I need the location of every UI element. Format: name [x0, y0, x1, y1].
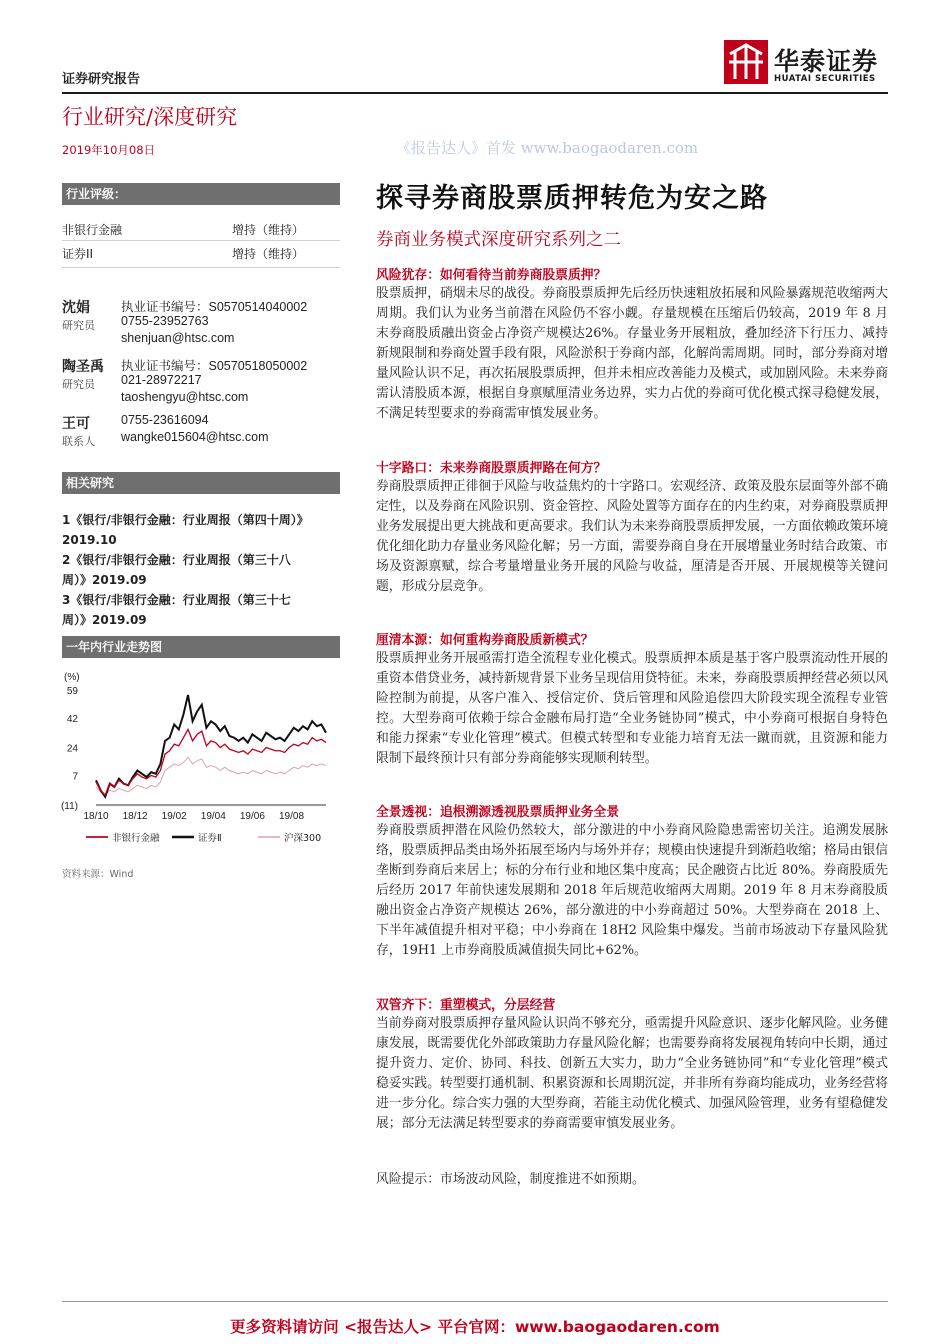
- analyst-phone: 0755-23616094: [121, 413, 209, 427]
- risk-note: 风险提示：市场波动风险，制度推进不如预期。: [376, 1172, 645, 1187]
- watermark-link[interactable]: 《报告达人》首发 www.baogaodaren.com: [396, 139, 699, 157]
- x-tick-label: 19/08: [278, 811, 305, 822]
- industry-trend-chart: [56, 668, 348, 850]
- rating-divider: [62, 267, 340, 268]
- rating-row: [62, 245, 340, 262]
- analyst-email[interactable]: shenjuan@htsc.com: [121, 331, 235, 345]
- related-section-header: 相关研究: [62, 472, 340, 494]
- x-tick-label: 18/10: [83, 811, 109, 822]
- legend-label: 证券Ⅱ: [198, 833, 222, 844]
- analyst-name: 沈娟: [62, 300, 90, 316]
- rating-divider: [62, 240, 340, 241]
- related-item[interactable]: 3《银行/非银行金融：行业周报（第三十七: [62, 593, 291, 607]
- report-subtitle: 券商业务模式深度研究系列之二: [376, 230, 621, 250]
- x-tick-label: 19/02: [161, 811, 187, 822]
- header-rule: [62, 92, 888, 94]
- chart-section-header: 一年内行业走势图: [62, 636, 340, 658]
- chart-source: 资料来源：Wind: [62, 869, 134, 880]
- x-tick-label: 18/12: [122, 811, 148, 822]
- section-title-strategy: 双管齐下：重塑模式，分层经营: [376, 998, 556, 1013]
- analyst-name: 陶圣禹: [62, 359, 104, 375]
- footer-link[interactable]: 更多资料请访问 <报告达人> 平台官网：www.baogaodaren.com: [230, 1318, 720, 1336]
- analyst-license: 执业证书编号：S0570518050002: [121, 359, 308, 373]
- section-body-origin: 股票质押业务开展亟需打造全流程专业化模式。股票质押本质是基于客户股票流动性开展的重资本借贷业务，减持新规背景下业务呈现信用贷特征。未来，券商股票质押经营必须以风险控制为前提，从客户准入、授信定价、贷后管理和风险追偿四大阶段实现全流程专业管控。大型券商可依赖于综合金融布局打造“全业务链协同”模式，中小券商可根据自身特色和能力探索“专业化管理”模式。但模式转型和专业能力培育无法一蹴而就，且资源和能力限制下最终预计只有部分券商能够实现顺利转型。: [376, 651, 888, 766]
- related-item[interactable]: 2《银行/非银行金融：行业周报（第三十八: [62, 553, 291, 567]
- analyst-name: 王可: [62, 416, 90, 432]
- related-list: [62, 510, 348, 630]
- rating-value: 增持（维持）: [232, 223, 305, 237]
- section-body-overview: 券商股票质押潜在风险仍然较大，部分激进的中小券商风险隐患需密切关注。追溯发展脉络，股票质押品类由场外拓展至场内与场外并存；规模由快速提升到渐趋收缩；格局由银信垄断到券商后来居上；标的分布行业和地区集中度高；民企融资占比近 80%。券商股质先后经历 2017 年前快速发展期和 2018 年后规范收缩两大周期。2019 年 8 月末券商股质融出资金占净资产规模达 26%，部分激进的中小券商超过 50%。大型券商在 2018 上、下半年减值提升相对平稳；中小券商在 18H2 风险集中爆发。当前市场波动下存量风险犹存，19H1 上市券商股质减值损失同比+62%。: [376, 823, 888, 958]
- section-title-crossroad: 十字路口：未来券商股票质押路在何方？: [376, 461, 607, 476]
- section-body-risk: 股票质押，硝烟未尽的战役。券商股票质押先后经历快速粗放拓展和风险暴露规范收缩两大周期。我们认为业务当前潜在风险仍不容小觑。存量规模在压缩后仍较高，2019 年 8 月末券商股质融出资金占净资产规模达26%。存量业务开展粗放，叠加经济下行压力、减持新规限制和券商处置手段有限，风险淤积于券商内部，化解尚需周期。同时，部分券商对增量风险认识不足，再次拓展股票质押，但并未相应改善能力及模式，或加剧风险。未来券商需认清股质本源，根据自身禀赋厘清业务边界，实力占优的券商可优化模式探寻稳健发展，不满足转型要求的券商需审慎发展业务。: [376, 286, 888, 421]
- analyst-phone: 021-28972217: [121, 373, 202, 387]
- analyst-email[interactable]: taoshengyu@htsc.com: [121, 390, 249, 404]
- analyst-email[interactable]: wangke015604@htsc.com: [121, 430, 269, 444]
- legend-label: 沪深300: [284, 833, 322, 844]
- related-item: 周）》2019.09: [62, 573, 147, 587]
- logo-cn-text: 华泰证券: [774, 47, 879, 76]
- report-title: 探寻券商股票质押转危为安之路: [376, 183, 768, 214]
- analyst-license: 执业证书编号：S0570514040002: [121, 300, 308, 314]
- report-date: 2019年10月08日: [62, 143, 156, 157]
- analyst-phone: 0755-23952763: [121, 314, 209, 328]
- y-tick-label: 24: [66, 743, 78, 755]
- logo-en-text: HUATAI SECURITIES: [774, 74, 876, 84]
- y-tick-label: (11): [60, 801, 78, 812]
- y-axis-unit: (%): [64, 672, 80, 683]
- x-tick-label: 19/06: [239, 811, 265, 822]
- rating-industry: 证券II: [62, 247, 94, 261]
- section-body-strategy: 当前券商对股票质押存量风险认识尚不够充分，亟需提升风险意识、逐步化解风险。业务健康发展，既需要优化外部政策助力存量风险化解；也需要券商将发展视角转向中长期，通过提升资力、定价、协同、科技、创新五大实力，助力“全业务链协同”和“专业化管理”模式稳妥实践。转型要打通机制、积累资源和长周期沉淀，并非所有券商均能成功，业务经营将进一步分化。综合实力强的大型券商，若能主动优化模式、加强风险管理，业务有望稳健发展；部分无法满足转型要求的券商需要审慎发展业务。: [376, 1016, 888, 1131]
- series-line: [96, 729, 326, 795]
- y-tick-label: 42: [66, 713, 78, 725]
- analyst-role: 联系人: [62, 435, 95, 448]
- rating-value: 增持（维持）: [232, 247, 305, 261]
- analyst-role: 研究员: [62, 378, 95, 391]
- related-item: 2019.10: [62, 533, 117, 547]
- analyst-role: 研究员: [62, 319, 95, 332]
- rating-section-header: 行业评级：: [62, 183, 340, 205]
- legend-label: 非银行金融: [112, 833, 160, 844]
- section-body-crossroad: 券商股票质押正徘徊于风险与收益焦灼的十字路口。宏观经济、政策及股东层面等外部不确定性，以及券商在风险识别、资金管控、风险处置等方面存在的内生约束，对券商股票质押业务发展提出更大挑战和更高要求。我们认为未来券商股票质押发展，一方面依赖政策环境优化细化助力存量业务风险化解；另一方面，需要券商自身在开展增量业务时结合政策、市场及资源禀赋，综合考量增量业务开展的风险与收益，厘清是否开展、开展规模等关键问题，形成分层竞争。: [376, 479, 888, 594]
- footer-rule: [62, 1301, 888, 1302]
- rating-row: [62, 221, 340, 238]
- y-tick-label: 59: [66, 686, 78, 697]
- related-item[interactable]: 1《银行/非银行金融：行业周报（第四十周）》: [62, 513, 309, 527]
- huatai-logo: [724, 40, 890, 88]
- report-type-label: 证券研究报告: [62, 72, 141, 87]
- huatai-logo-icon: [724, 40, 768, 84]
- section-title-overview: 全景透视：追根溯源透视股票质押业务全景: [376, 805, 620, 820]
- y-tick-label: 7: [72, 771, 78, 783]
- section-title-risk: 风险犹存：如何看待当前券商股票质押？: [376, 268, 607, 283]
- report-category: 行业研究/深度研究: [62, 105, 238, 129]
- series-line: [96, 757, 326, 795]
- x-tick-label: 19/04: [200, 811, 226, 822]
- related-item: 周）》2019.09: [62, 613, 147, 627]
- rating-industry: 非银行金融: [62, 223, 123, 237]
- section-title-origin: 厘清本源：如何重构券商股质新模式？: [376, 633, 594, 648]
